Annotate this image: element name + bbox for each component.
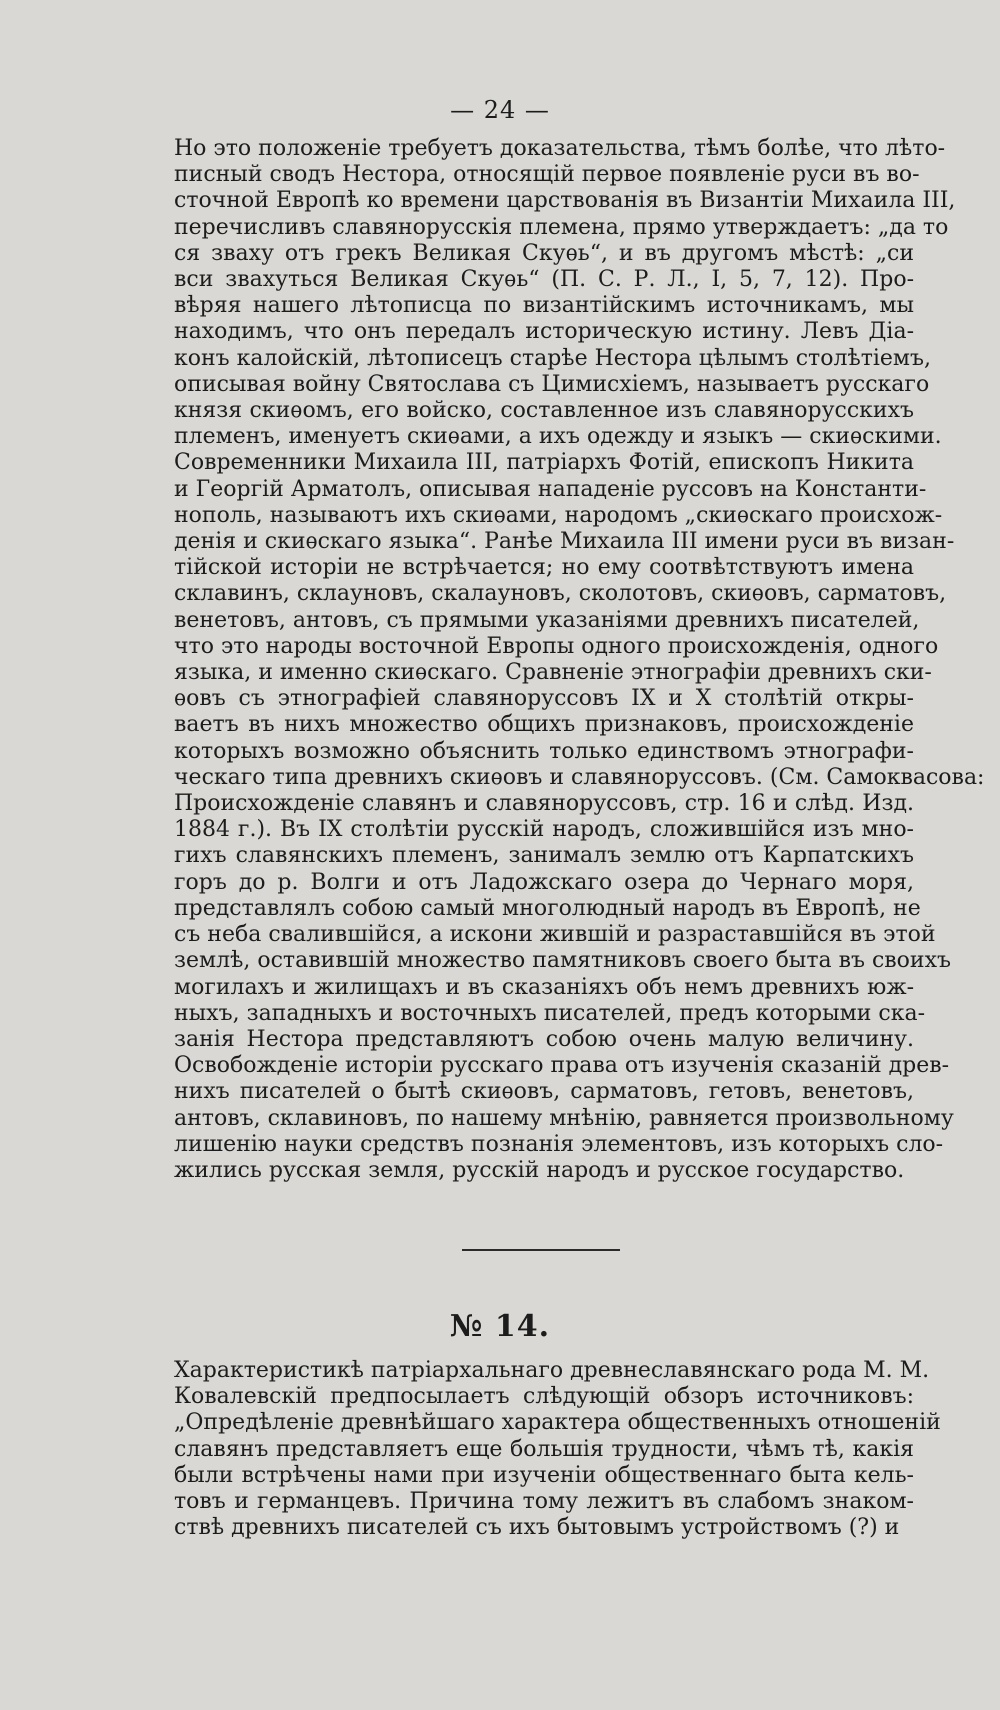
- text-line: Современники Михаила III, патріархъ Фотій, епископъ Никита: [174, 450, 914, 476]
- text-line: товъ и германцевъ. Причина тому лежитъ въ слабомъ знаком-: [174, 1489, 914, 1515]
- text-line: Освобожденіе исторіи русскаго права отъ изученія сказаній древ-: [174, 1053, 950, 1079]
- text-line: Ковалевскій предпосылаетъ слѣдующій обзоръ источниковъ:: [174, 1384, 914, 1410]
- text-line: писный сводъ Нестора, относящій первое появленіе руси въ во-: [174, 162, 920, 188]
- page-number: — 24 —: [450, 96, 550, 124]
- section-heading: № 14.: [449, 1309, 551, 1344]
- text-line: были встрѣчены нами при изученіи общественнаго быта кель-: [174, 1462, 914, 1488]
- text-line: языка, и именно скиѳскаго. Сравненіе этнографіи древнихъ ски-: [174, 660, 932, 686]
- text-line: денія и скиѳскаго языка“. Ранѣе Михаила III имени руси въ визан-: [174, 529, 955, 555]
- text-line: „Опредѣленіе древнѣйшаго характера общественныхъ отношеній: [174, 1410, 941, 1436]
- text-line: описывая войну Святослава съ Цимисхіемъ, называетъ русскаго: [174, 371, 930, 397]
- text-line: могилахъ и жилищахъ и въ сказаніяхъ объ немъ древнихъ юж-: [174, 974, 914, 1000]
- text-line: ческаго типа древнихъ скиѳовъ и славянорусcовъ. (См. Самоквасова:: [174, 764, 985, 790]
- text-line: Но это положеніе требуетъ доказательства, тѣмъ болѣе, что лѣто-: [174, 136, 946, 161]
- text-line: находимъ, что онъ передалъ историческую истину. Левъ Діа-: [174, 319, 914, 345]
- text-line: ся зваху отъ грекъ Великая Скуѳь“, и въ другомъ мѣстѣ: „си: [174, 240, 914, 266]
- text-line: нополь, называютъ ихъ скиѳами, народомъ „скиѳскаго происхож-: [174, 502, 943, 528]
- text-line: ствѣ древнихъ писателей съ ихъ бытовымъ устройствомъ (?) и: [174, 1515, 900, 1541]
- text-line: землѣ, оставившій множество памятниковъ своего быта въ своихъ: [174, 948, 951, 974]
- text-line: князя скиѳомъ, его войско, составленное изъ славянорусскихъ: [174, 398, 914, 424]
- text-line: представлялъ собою самый многолюдный народъ въ Европѣ, не: [174, 895, 921, 921]
- text-line: и Георгій Арматолъ, описывая нападеніе руссовъ на Константи-: [174, 476, 927, 502]
- text-line: конъ калойскій, лѣтописецъ старѣе Нестора цѣлымъ столѣтіемъ,: [174, 345, 932, 371]
- text-line: венетовъ, антовъ, съ прямыми указаніями древнихъ писателей,: [174, 607, 920, 633]
- text-line: которыхъ возможно объяснить только единствомъ этнографи-: [174, 738, 914, 764]
- text-line: лишенію науки средствъ познанія элементовъ, изъ которыхъ сло-: [174, 1131, 944, 1157]
- text-line: ѳовъ съ этнографіей славянорусcовъ IX и X столѣтій откры-: [174, 686, 914, 712]
- text-line: жились русская земля, русскій народъ и русское государство.: [174, 1157, 905, 1183]
- text-line: антовъ, склавиновъ, по нашему мнѣнію, равняется произвольному: [174, 1105, 954, 1131]
- text-line: вси звахуться Великая Скуѳь“ (П. С. Р. Л., I, 5, 7, 12). Про-: [174, 267, 914, 293]
- text-line: горъ до р. Волги и отъ Ладожскаго озера до Чернаго моря,: [174, 869, 914, 895]
- body-paragraph-2: [174, 1358, 941, 1541]
- text-line: ныхъ, западныхъ и восточныхъ писателей, предъ которыми ска-: [174, 1000, 926, 1026]
- text-line: славянъ представляетъ еще большія трудности, чѣмъ тѣ, какія: [174, 1436, 914, 1462]
- section-divider: [462, 1249, 620, 1251]
- text-line: вѣряя нашего лѣтописца по византійскимъ источникамъ, мы: [174, 293, 914, 319]
- body-paragraph-1: [174, 136, 985, 1184]
- text-line: племенъ, именуетъ скиѳами, а ихъ одежду и языкъ — скиѳскими.: [174, 424, 942, 450]
- text-line: что это народы восточной Европы одного происхожденія, одного: [174, 633, 939, 659]
- text-line: гихъ славянскихъ племенъ, занималъ землю отъ Карпатскихъ: [174, 843, 914, 869]
- text-line: Происхожденіе славянъ и славянорусcовъ, стр. 16 и слѣд. Изд.: [174, 791, 914, 817]
- text-line: ваетъ въ нихъ множество общихъ признаковъ, происхожденіе: [174, 712, 914, 738]
- text-line: перечисливъ славянорусскія племена, прямо утверждаетъ: „да то: [174, 214, 949, 240]
- text-line: Характеристикѣ патріархальнаго древнеславянскаго рода М. М.: [174, 1358, 930, 1383]
- text-line: съ неба свалившійся, а искони жившій и разраставшійся въ этой: [174, 922, 936, 948]
- text-line: сточной Европѣ ко времени царствованія въ Византіи Михаила III,: [174, 188, 956, 214]
- text-line: склавинъ, склауновъ, скалауновъ, сколотовъ, скиѳовъ, сарматовъ,: [174, 581, 947, 607]
- text-line: 1884 г.). Въ IX столѣтіи русскій народъ, сложившійся изъ мно-: [174, 817, 914, 843]
- text-line: занія Нестора представляютъ собою очень малую величину.: [174, 1026, 914, 1052]
- text-line: нихъ писателей о бытѣ скиѳовъ, сарматовъ, гетовъ, венетовъ,: [174, 1079, 914, 1105]
- text-line: тійской исторіи не встрѣчается; но ему соотвѣтствуютъ имена: [174, 555, 914, 581]
